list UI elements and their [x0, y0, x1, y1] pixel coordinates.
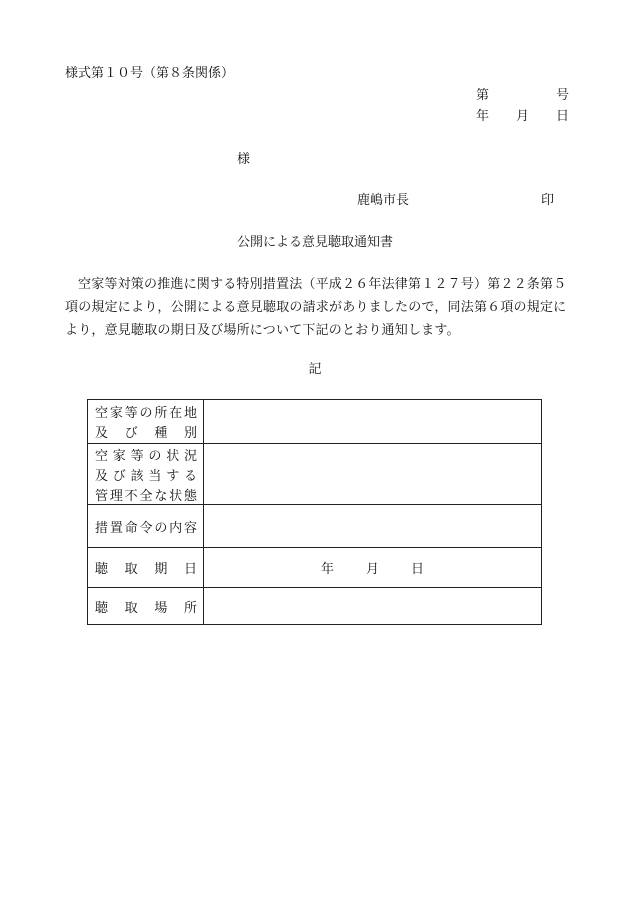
table-row: [88, 444, 542, 505]
hearing-date-value: [317, 558, 428, 577]
date-month-label: 月: [516, 109, 530, 124]
row-value[interactable]: [204, 588, 542, 625]
document-title: 公開による意見聴取通知書: [236, 235, 393, 250]
row-value[interactable]: [204, 444, 542, 505]
row-value[interactable]: [204, 505, 542, 548]
date-unit-label: 年: [320, 562, 334, 577]
row-value[interactable]: [204, 400, 542, 444]
label-line: 措 置 命 令 の 内 容: [95, 520, 197, 536]
document-number-suffix: 号: [556, 88, 570, 103]
info-table: [87, 399, 542, 625]
sender-name: 鹿嶋市長: [357, 193, 410, 208]
table-row: [88, 588, 542, 625]
table-row: [88, 400, 542, 444]
date-unit-label: 日: [411, 562, 425, 577]
body-paragraph: 空家等対策の推進に関する特別措置法（平成２６年法律第１２７号）第２２条第５項の規定により，公開による意見聴取の請求がありましたので，同法第６項の規定により，意見聴取の期日及び場所について下記のとおり通知します。: [65, 277, 567, 338]
addressee-honorific: 様: [237, 152, 251, 167]
label-line: 空 家 等 の 状 況: [95, 448, 197, 464]
label-line: 空 家 等 の 所 在 地: [95, 406, 197, 421]
ki-heading: 記: [308, 362, 322, 377]
row-label: [88, 444, 204, 505]
label-line: 聴 取 場 所: [95, 600, 197, 616]
table-row: [88, 548, 542, 588]
row-value[interactable]: [204, 548, 542, 588]
date-year-label: 年: [476, 109, 490, 124]
form-number: 様式第１０号（第８条関係）: [65, 66, 235, 81]
label-line: 聴 取 期 日: [95, 562, 197, 577]
seal-mark: 印: [541, 193, 555, 208]
row-label: [88, 588, 204, 625]
date-unit-label: 月: [365, 562, 379, 577]
date-day-label: 日: [556, 109, 570, 124]
label-line: 管 理 不 全 な 状 態: [95, 488, 197, 504]
document-number-prefix: 第: [476, 88, 490, 103]
table-row: [88, 505, 542, 548]
label-line: 及 び 種 別: [95, 426, 197, 441]
row-label: [88, 400, 204, 444]
row-label: [88, 548, 204, 588]
label-line: 及 び 該 当 す る: [95, 468, 197, 484]
row-label: [88, 505, 204, 548]
